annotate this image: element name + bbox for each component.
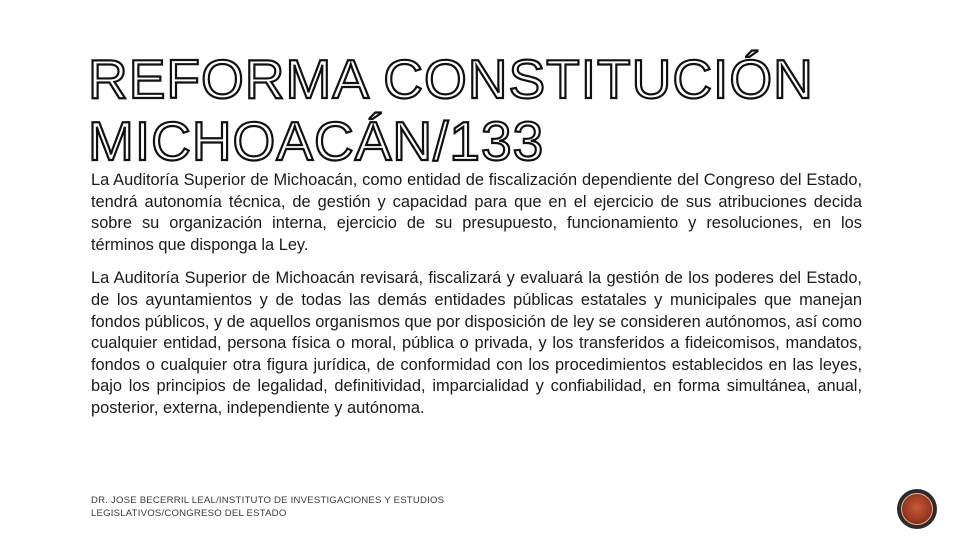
circular-seal-icon: [897, 489, 937, 529]
seal-emblem: [901, 493, 933, 525]
slide-footer: [91, 494, 511, 520]
slide-title: [88, 48, 848, 172]
slide-body: [91, 170, 862, 432]
slide-title-line-2: MICHOACÁN/133: [88, 110, 545, 172]
paragraph-oversight: La Auditoría Superior de Michoacán revisará, fiscalizará y evaluará la gestión de los poderes del Estado, de los ayuntamientos y de todas las demás entidades públicas estatales y municipales que manejan fondos públicos, y de aquellos organismos que por disposición de ley se consideren autónomos, así como cualquier entidad, persona física o moral, pública o privada, y los transferidos a fideicomisos, mandatos, fondos o cualquier otra figura jurídica, de conformidad con los procedimientos establecidos en las leyes, bajo los principios de legalidad, definitividad, imparcialidad y confiabilidad, en forma simultánea, anual, posterior, externa, independiente y autónoma.: [91, 269, 862, 417]
paragraph-autonomy: La Auditoría Superior de Michoacán, como entidad de fiscalización dependiente del Congreso del Estado, tendrá autonomía técnica, de gestión y capacidad para que en el ejercicio de sus atribuciones decida sobre su organización interna, ejercicio de su presupuesto, funcionamiento y resoluciones, en los términos que disponga la Ley.: [91, 171, 862, 254]
slide-title-line-1: REFORMA CONSTITUCIÓN: [88, 48, 814, 110]
footer-line-1: DR. JOSE BECERRIL LEAL/INSTITUTO DE INVESTIGACIONES Y ESTUDIOS: [91, 495, 445, 506]
footer-line-2: LEGISLATIVOS/CONGRESO DEL ESTADO: [91, 508, 287, 519]
